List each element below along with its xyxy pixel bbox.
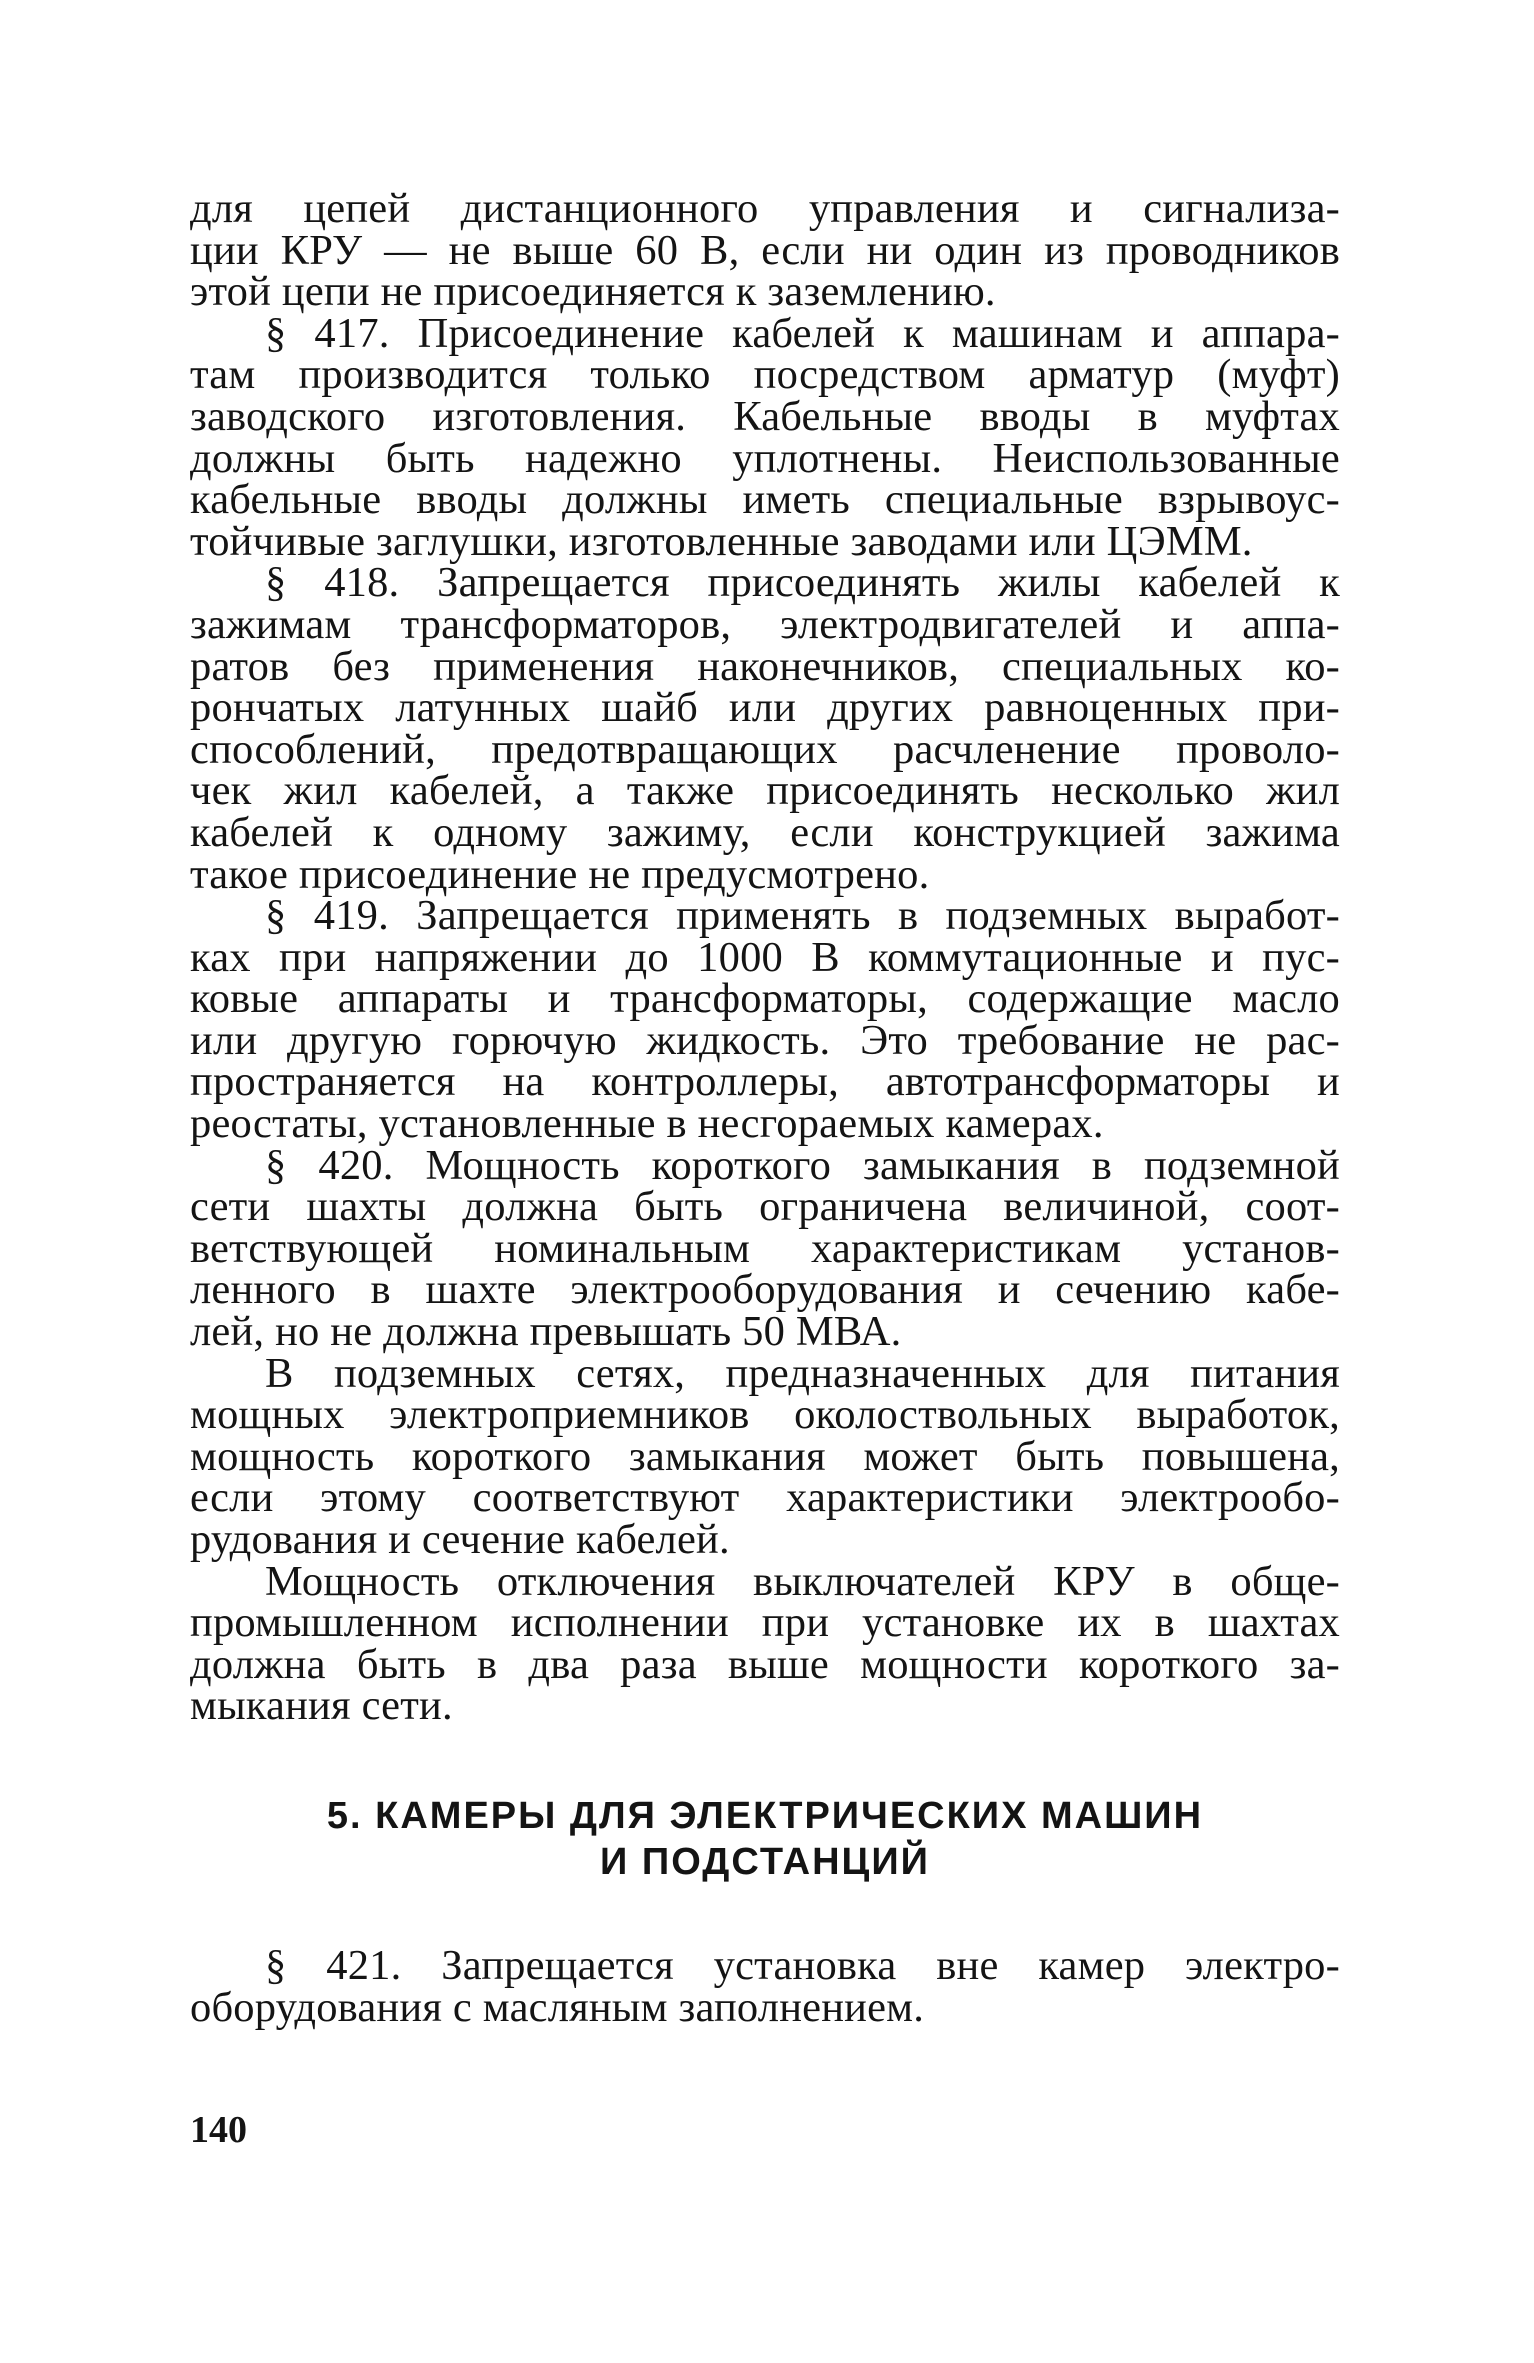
text-line: реостаты, установленные в несгораемых камерах. (190, 1100, 1104, 1148)
text-line: § 417. Присоединение кабелей к машинам и аппара- (265, 309, 1340, 357)
text-line: кабельные вводы должны иметь специальные взрывоус- (190, 476, 1340, 524)
text-line: чек жил кабелей, а также присоединять несколько жил (190, 767, 1340, 815)
paragraph-p-420-c (190, 1557, 1340, 1730)
text-line: В подземных сетях, предназначенных для питания (265, 1349, 1340, 1397)
paragraph-p-419 (190, 892, 1340, 1148)
post-heading-text (190, 1941, 1340, 2031)
text-line: зажимам трансформаторов, электродвигателей и аппа- (190, 600, 1340, 648)
text-line: для цепей дистанционного управления и сигнализа- (190, 185, 1340, 232)
paragraph-p-intro (190, 185, 1340, 316)
text-line: этой цепи не присоединяется к заземлению. (190, 268, 996, 316)
text-line: способлений, предотвращающих расчленение проволо- (190, 725, 1340, 773)
text-line: сети шахты должна быть ограничена величиной, соот- (190, 1183, 1340, 1231)
text-line: мыкания сети. (190, 1682, 453, 1730)
paragraph-p-418 (190, 559, 1340, 898)
section-heading (190, 1793, 1340, 1885)
text-line: заводского изготовления. Кабельные вводы в муфтах (190, 392, 1340, 440)
text-line: мощных электроприемников околоствольных выработок, (190, 1391, 1340, 1439)
text-line: или другую горючую жидкость. Это требование не рас- (190, 1016, 1340, 1064)
text-line: ратов без применения наконечников, специальных ко- (190, 642, 1340, 690)
text-line: ковые аппараты и трансформаторы, содержащие масло (190, 975, 1340, 1023)
text-line: оборудования с масляным заполнением. (190, 1983, 925, 2031)
text-line: § 421. Запрещается установка вне камер электро- (265, 1941, 1340, 1989)
section-heading-line-1: 5. КАМЕРЫ ДЛЯ ЭЛЕКТРИЧЕСКИХ МАШИН (326, 1794, 1204, 1837)
text-line: мощность короткого замыкания может быть повышена, (190, 1432, 1340, 1480)
page-number: 140 (190, 2109, 247, 2151)
text-line: пространяется на контроллеры, автотрансформаторы и (190, 1058, 1340, 1106)
section-heading-line-2: И ПОДСТАНЦИЙ (600, 1840, 930, 1883)
paragraph-p-420 (190, 1141, 1340, 1356)
text-line: должна быть в два раза выше мощности короткого за- (190, 1640, 1340, 1688)
text-line: такое присоединение не предусмотрено. (190, 850, 930, 898)
text-line: там производится только посредством арматур (муфт) (190, 351, 1340, 399)
text-line: рудования и сечение кабелей. (190, 1516, 730, 1563)
paragraph-p-421 (190, 1941, 1340, 2031)
paragraph-p-420-b (190, 1349, 1340, 1563)
document-page (190, 185, 1340, 2031)
text-line: промышленном исполнении при установке их в шахтах (190, 1599, 1340, 1647)
text-line: должны быть надежно уплотнены. Неиспользованные (190, 434, 1340, 482)
text-line: лей, но не должна превышать 50 МВА. (190, 1308, 902, 1356)
text-line: § 420. Мощность короткого замыкания в подземной (265, 1141, 1340, 1189)
body-text (190, 185, 1340, 1730)
text-line: тойчивые заглушки, изготовленные заводами или ЦЭММ. (190, 517, 1253, 565)
text-line: ции КРУ — не выше 60 В, если ни один из проводников (190, 226, 1340, 274)
text-line: ветствующей номинальным характеристикам установ- (190, 1224, 1340, 1272)
text-line: если этому соответствуют характеристики электрообо- (190, 1474, 1340, 1522)
text-line: § 419. Запрещается применять в подземных выработ- (265, 892, 1340, 940)
text-line: рончатых латунных шайб или других равноценных при- (190, 684, 1340, 732)
text-line: кабелей к одному зажиму, если конструкцией зажима (190, 808, 1340, 856)
text-line: Мощность отключения выключателей КРУ в обще- (265, 1557, 1340, 1605)
paragraph-p-417 (190, 309, 1340, 565)
text-line: § 418. Запрещается присоединять жилы кабелей к (265, 559, 1340, 607)
text-line: ках при напряжении до 1000 В коммутационные и пус- (190, 933, 1340, 981)
text-line: ленного в шахте электрооборудования и сечению кабе- (190, 1266, 1340, 1314)
